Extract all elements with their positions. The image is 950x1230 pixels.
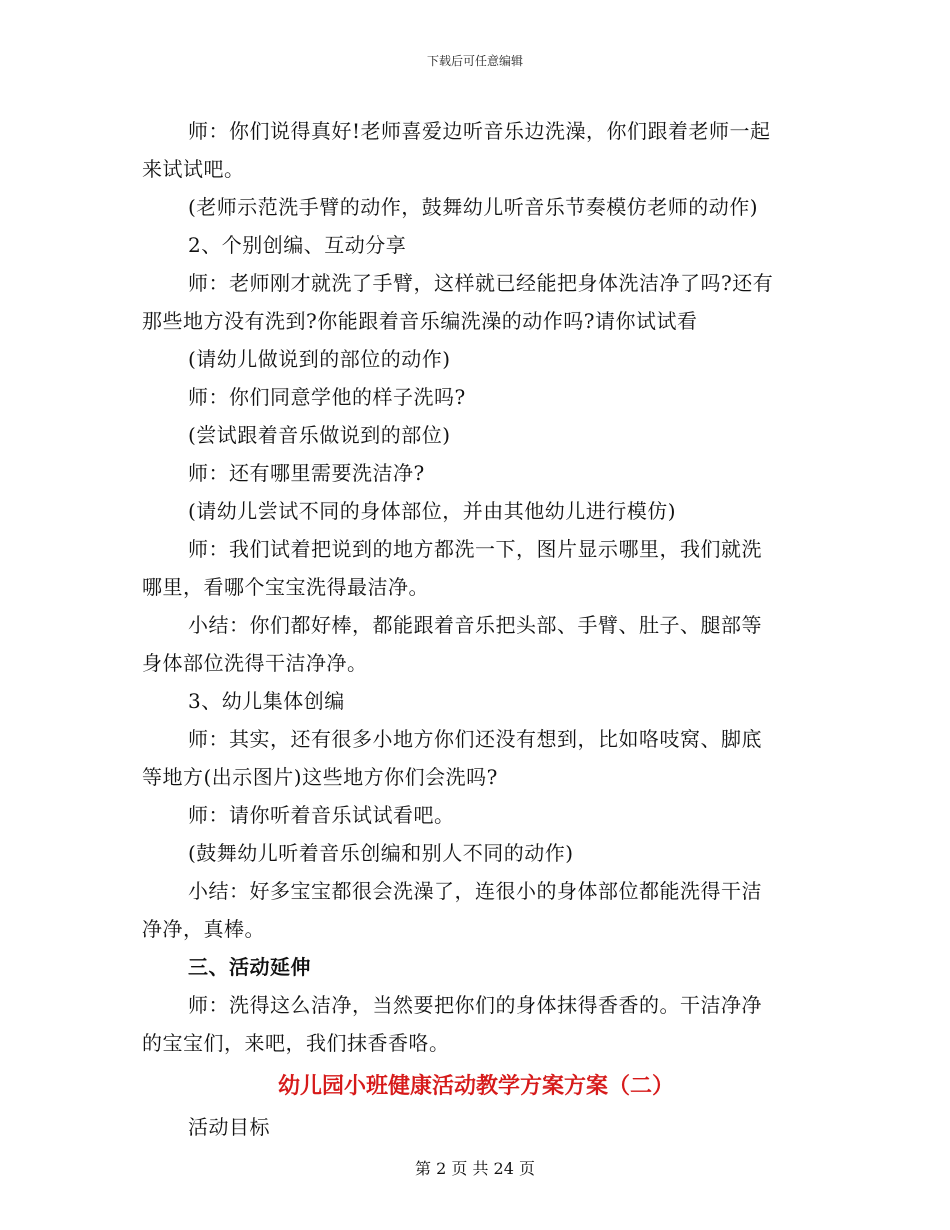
text-line: 小结：你们都好棒，都能跟着音乐把头部、手臂、肚子、腿部等 — [188, 613, 762, 637]
text-line: 的宝宝们，来吧，我们抹香香咯。 — [142, 1031, 450, 1055]
section-heading: 三、活动延伸 — [188, 955, 311, 979]
text-line: 师：请你听着音乐试试看吧。 — [188, 803, 455, 827]
text-line: 那些地方没有洗到?你能跟着音乐编洗澡的动作吗?请你试试看 — [142, 309, 698, 333]
text-line: 小结：好多宝宝都很会洗澡了，连很小的身体部位都能洗得干洁 — [188, 879, 762, 903]
text-line: 师：其实，还有很多小地方你们还没有想到，比如咯吱窝、脚底 — [188, 727, 762, 751]
text-line: 身体部位洗得干洁净净。 — [142, 651, 368, 675]
text-line: 师：你们同意学他的样子洗吗? — [188, 385, 466, 409]
text-line: 师：洗得这么洁净，当然要把你们的身体抹得香香的。干洁净净 — [188, 993, 762, 1017]
page-header-note: 下载后可任意编辑 — [426, 54, 523, 68]
text-line: 师：你们说得真好!老师喜爱边听音乐边洗澡，你们跟着老师一起 — [188, 119, 771, 143]
text-line: 师：老师刚才就洗了手臂，这样就已经能把身体洗洁净了吗?还有 — [188, 271, 774, 295]
text-line: 3、幼儿集体创编 — [188, 689, 345, 713]
text-line: (鼓舞幼儿听着音乐创编和别人不同的动作) — [188, 841, 574, 865]
text-line: 净净，真棒。 — [142, 917, 265, 941]
document-body — [142, 112, 810, 1146]
subheading-activity-goals: 活动目标 — [188, 1115, 270, 1139]
page-footer: 第 2 页 共 24 页 — [415, 1159, 535, 1178]
text-line: 师：还有哪里需要洗洁净? — [188, 461, 425, 485]
text-line: 来试试吧。 — [142, 157, 245, 181]
text-line: (尝试跟着音乐做说到的部位) — [188, 423, 451, 447]
text-line: (请幼儿做说到的部位的动作) — [188, 347, 451, 371]
paragraph-lines — [142, 112, 810, 1062]
text-line: 2、个别创编、互动分享 — [188, 233, 407, 257]
text-line: 哪里，看哪个宝宝洗得最洁净。 — [142, 575, 429, 599]
text-line: 师：我们试着把说到的地方都洗一下，图片显示哪里，我们就洗 — [188, 537, 762, 561]
text-line: 等地方(出示图片)这些地方你们会洗吗? — [142, 765, 498, 789]
text-line: (老师示范洗手臂的动作，鼓舞幼儿听音乐节奏模仿老师的动作) — [188, 195, 759, 219]
text-line: (请幼儿尝试不同的身体部位，并由其他幼儿进行模仿) — [188, 499, 677, 523]
section-title: 幼儿园小班健康活动教学方案方案（二） — [277, 1073, 674, 1099]
